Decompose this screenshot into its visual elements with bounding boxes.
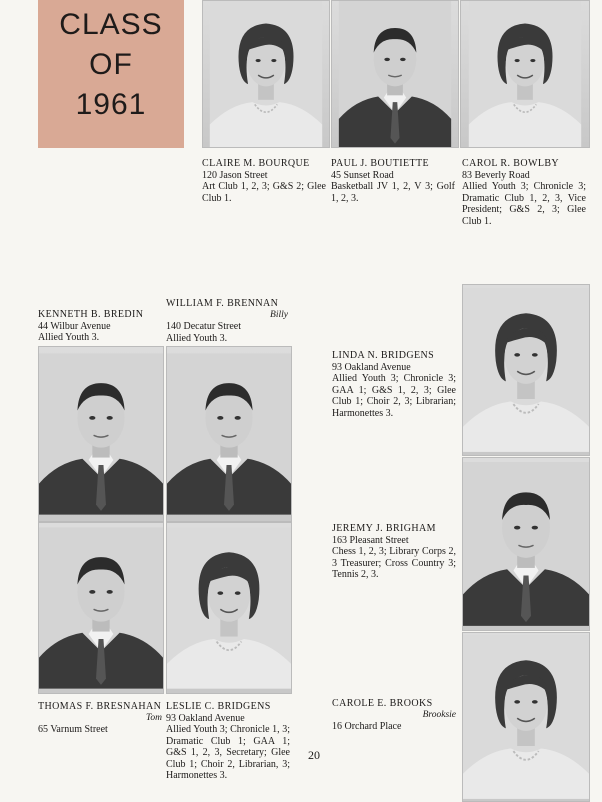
student-address: 44 Wilbur Avenue	[38, 320, 111, 332]
student-address: 93 Oakland Avenue	[332, 361, 411, 373]
student-activities: Allied Youth 3; Chronicle 3; Dramatic Club 1, 2, 3, Vice President; G&S 2, 3; Glee Club 1.	[462, 181, 586, 227]
portrait-william-brennan	[166, 346, 292, 522]
student-activities: Art Club 1, 2, 3; G&S 2; Glee Club 1.	[202, 181, 326, 204]
student-nickname: Tom	[145, 712, 162, 723]
title-line-of: OF	[89, 48, 133, 81]
student-entry	[166, 701, 290, 782]
student-address: 93 Oakland Avenue	[166, 712, 245, 724]
student-address: 16 Orchard Place	[332, 721, 402, 732]
student-entry	[38, 701, 162, 736]
student-name: CAROLE E. BROOKS	[332, 698, 433, 709]
student-activities: Chess 1, 2, 3; Library Corps 2, 3 Treasurer; Cross Country 3; Tennis 2, 3.	[332, 546, 456, 580]
page-number: 20	[308, 748, 320, 762]
title-line-year: 1961	[75, 88, 147, 121]
student-name: CAROL R. BOWLBY	[462, 158, 560, 169]
portrait-thomas-bresnahan	[38, 522, 164, 694]
student-activities: Allied Youth 3.	[38, 332, 100, 343]
student-address: 45 Sunset Road	[331, 169, 394, 181]
student-entry	[332, 523, 456, 581]
portrait-paul-boutiette	[331, 0, 459, 148]
student-entry	[202, 158, 326, 204]
student-entry	[38, 309, 162, 344]
student-activities: Allied Youth 3; Chronicle 1, 3; Dramatic Club 1; GAA 1; G&S 1, 2, 3, Secretary; Glee Club 1; Choir 2, Librarian, 3; Harmonettes 3.	[166, 724, 290, 781]
student-entry	[166, 298, 288, 344]
student-address: 120 Jason Street	[202, 169, 268, 181]
portrait-jeremy-brigham	[462, 457, 590, 631]
student-name: KENNETH B. BREDIN	[38, 309, 144, 320]
student-nickname: Brooksie	[422, 709, 456, 720]
title-line-class: CLASS	[59, 8, 163, 41]
portrait-claire-bourque	[202, 0, 330, 148]
portrait-carole-brooks	[462, 632, 590, 802]
student-name: LINDA N. BRIDGENS	[332, 350, 435, 361]
student-address: 163 Pleasant Street	[332, 534, 409, 546]
student-activities: Basketball JV 1, 2, V 3; Golf 1, 2, 3.	[331, 181, 455, 204]
student-nickname: Billy	[270, 309, 288, 320]
portrait-carol-bowlby	[460, 0, 590, 148]
student-entry	[332, 350, 456, 419]
class-title-block	[38, 0, 184, 148]
student-activities: Allied Youth 3.	[166, 332, 228, 344]
student-name: PAUL J. BOUTIETTE	[331, 158, 430, 169]
student-name: CLAIRE M. BOURQUE	[202, 158, 310, 169]
student-name: THOMAS F. BRESNAHAN	[38, 701, 162, 712]
portrait-kenneth-bredin	[38, 346, 164, 522]
student-address: 65 Varnum Street	[38, 724, 108, 735]
student-name: LESLIE C. BRIDGENS	[166, 701, 271, 712]
student-address: 83 Beverly Road	[462, 169, 530, 181]
student-entry	[462, 158, 586, 227]
portrait-leslie-bridgens	[166, 522, 292, 694]
student-name: JEREMY J. BRIGHAM	[332, 523, 436, 534]
student-address: 140 Decatur Street	[166, 321, 241, 332]
student-name: WILLIAM F. BRENNAN	[166, 298, 279, 309]
portrait-linda-bridgens	[462, 284, 590, 456]
student-entry	[332, 698, 456, 733]
student-activities: Allied Youth 3; Chronicle 3; GAA 1; G&S 1, 2, 3; Glee Club 1; Choir 2, 3; Librarian; Harmonettes 3.	[332, 373, 456, 419]
student-entry	[331, 158, 455, 204]
